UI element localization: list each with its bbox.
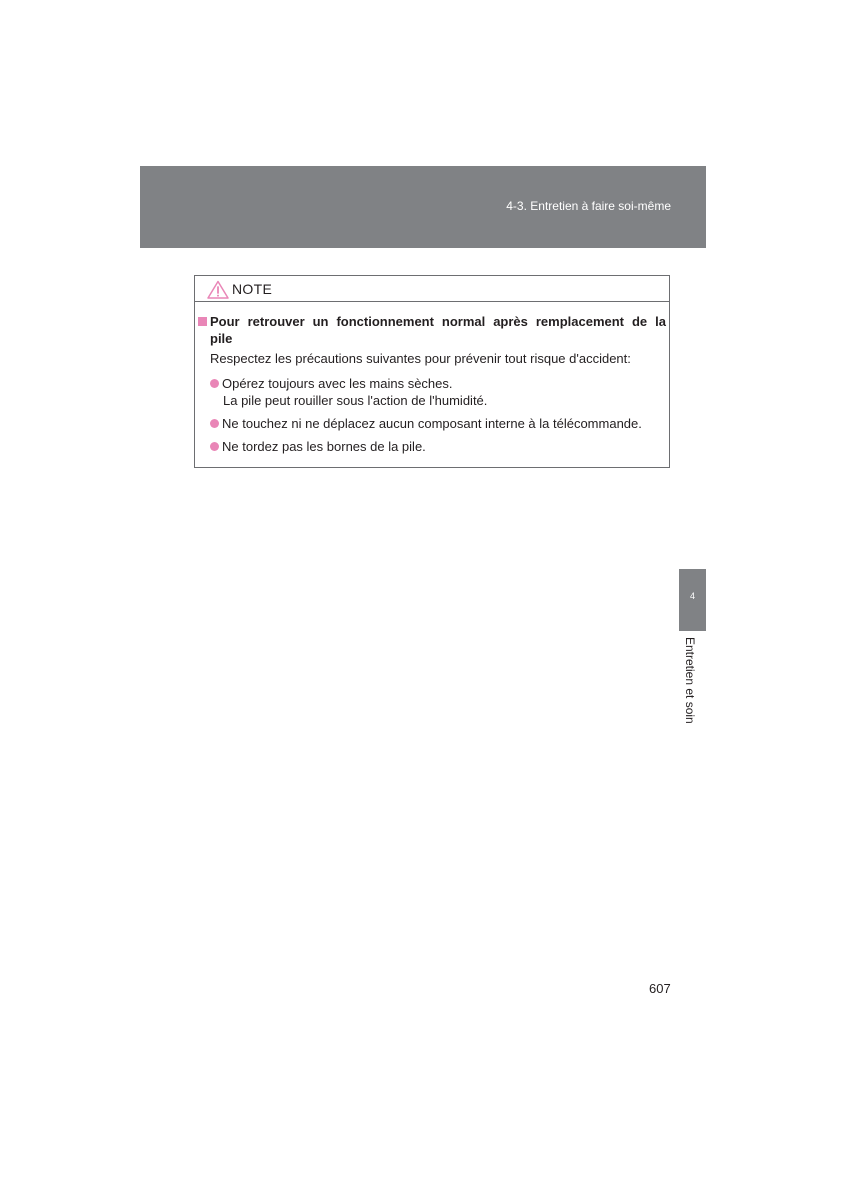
pink-dot-bullet-icon (210, 379, 219, 388)
note-title: NOTE (232, 281, 273, 297)
pink-dot-bullet-icon (210, 442, 219, 451)
section-title: 4-3. Entretien à faire soi-même (506, 199, 671, 213)
note-heading: Pour retrouver un fonctionnement normal après remplacement de la pile (198, 313, 666, 347)
list-item: Ne tordez pas les bornes de la pile. (210, 438, 426, 455)
page-number: 607 (649, 981, 671, 996)
chapter-tab-label: Entretien et soin (683, 637, 697, 724)
note-intro: Respectez les précautions suivantes pour prévenir tout risque d'accident: (210, 351, 631, 366)
note-header (195, 276, 669, 302)
list-item: Opérez toujours avec les mains sèches. La pile peut rouiller sous l'action de l'humidité. (210, 375, 487, 409)
list-item: Ne touchez ni ne déplacez aucun composant interne à la télécommande. (210, 415, 642, 432)
pink-dot-bullet-icon (210, 419, 219, 428)
warning-triangle-icon (207, 280, 229, 299)
chapter-number: 4 (689, 591, 695, 601)
square-bullet-icon (198, 317, 207, 326)
note-box (194, 275, 670, 468)
chapter-header-band (140, 166, 706, 248)
chapter-tab (679, 569, 706, 631)
